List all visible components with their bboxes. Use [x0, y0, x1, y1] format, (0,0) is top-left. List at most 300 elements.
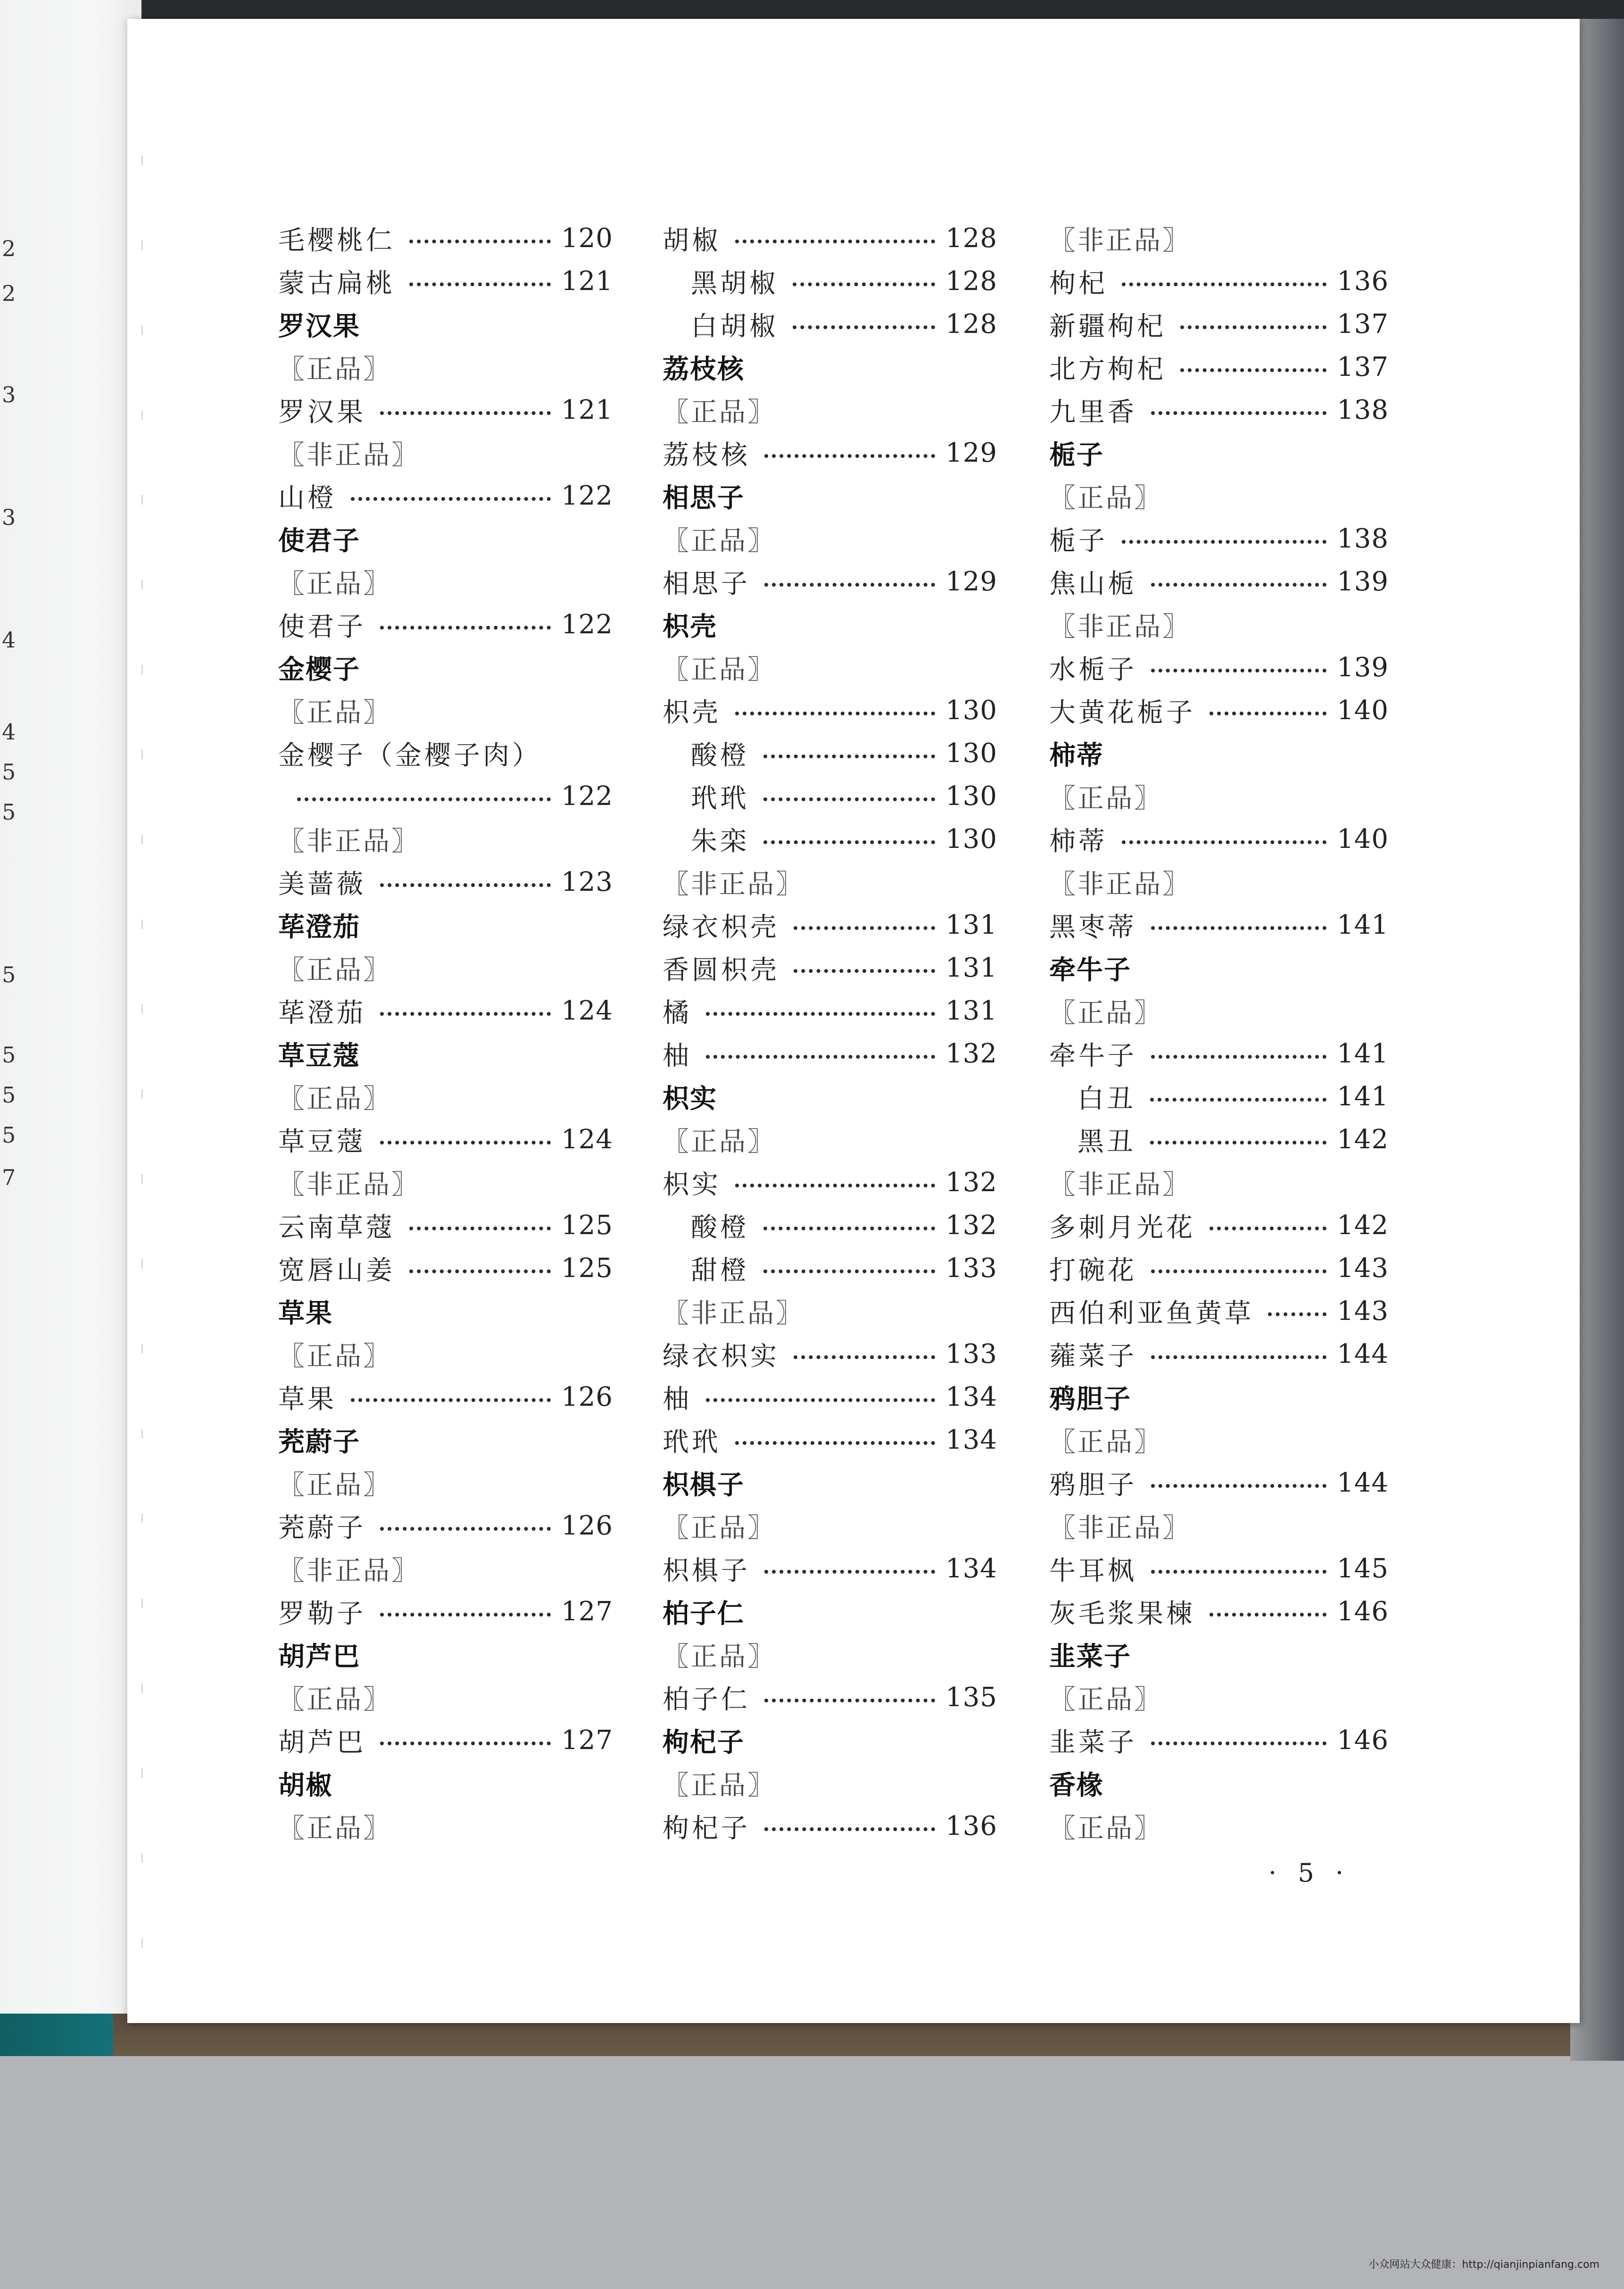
- dot-leader: [763, 1227, 935, 1230]
- toc-entry: [1049, 1247, 1389, 1290]
- toc-section-heading: [1049, 431, 1389, 474]
- dot-leader: [1150, 1141, 1326, 1144]
- toc-entry-name: 荜澄茄: [278, 997, 366, 1028]
- toc-category-tag: [1049, 603, 1389, 646]
- toc-entry-name: 柿蒂: [1049, 826, 1108, 857]
- toc-page-number: 129: [945, 566, 997, 597]
- toc-entry-name: 云南草蔻: [278, 1212, 395, 1243]
- margin-digit: 7: [2, 1165, 16, 1190]
- toc-entry-name: 橘: [663, 997, 692, 1028]
- dot-leader: [1151, 1355, 1326, 1359]
- toc-entry-name: 甜橙: [691, 1255, 749, 1286]
- dot-leader: [764, 1827, 935, 1831]
- toc-entry: [278, 217, 613, 260]
- toc-entry-name: 焦山栀: [1049, 568, 1137, 599]
- toc-category-tag: [663, 1290, 997, 1333]
- toc-entry: [1049, 1547, 1389, 1590]
- toc-entry-name: 玳玳: [663, 1426, 721, 1458]
- dot-leader: [1210, 1227, 1326, 1230]
- toc-entry-name: 酸橙: [691, 740, 749, 771]
- toc-section-heading: [663, 1719, 997, 1762]
- toc-section-heading: [1049, 1376, 1389, 1418]
- toc-entry: [278, 1590, 613, 1633]
- toc-entry: [1049, 260, 1389, 303]
- dot-leader: [1151, 1570, 1326, 1574]
- toc-entry-name: 西伯利亚鱼黄草: [1049, 1298, 1254, 1329]
- toc-entry-name: 〖正品〗: [278, 1083, 391, 1114]
- toc-entry: [278, 989, 613, 1032]
- toc-page-number: 142: [1337, 1210, 1389, 1241]
- toc-entry-name: 〖非正品〗: [1049, 1169, 1191, 1200]
- toc-entry-name: 茺蔚子: [278, 1426, 360, 1458]
- toc-entry: [1049, 303, 1389, 346]
- toc-entry-name: 〖非正品〗: [278, 826, 420, 857]
- toc-entry-name: 〖正品〗: [278, 354, 391, 385]
- toc-entry: [663, 1247, 997, 1290]
- dot-leader: [706, 1055, 935, 1059]
- toc-entry: [278, 603, 613, 646]
- dot-leader: [706, 1398, 935, 1402]
- toc-page-number: 131: [945, 995, 997, 1026]
- toc-section-heading: [278, 1762, 613, 1805]
- toc-entry: [278, 1719, 613, 1762]
- toc-entry-name: 枸杞: [1049, 268, 1108, 299]
- toc-entry: [278, 474, 613, 517]
- dot-leader: [763, 755, 935, 758]
- toc-page-number: 122: [561, 481, 613, 511]
- dot-leader: [380, 883, 551, 887]
- dot-leader: [1151, 411, 1326, 415]
- toc-category-tag: [663, 1118, 997, 1161]
- dot-leader: [380, 1012, 551, 1016]
- toc-entry: [663, 1161, 997, 1204]
- toc-entry-name: 白丑: [1077, 1083, 1136, 1114]
- toc-page-number: 128: [945, 309, 997, 340]
- left-page-edge: [0, 0, 141, 2056]
- margin-digit: 4: [2, 627, 16, 653]
- toc-entry-name: 灰毛浆果楝: [1049, 1598, 1195, 1629]
- toc-entry-name: 〖正品〗: [278, 954, 391, 986]
- toc-entry-name: 〖正品〗: [278, 1813, 391, 1844]
- toc-entry-name: 〖正品〗: [1049, 1813, 1162, 1844]
- toc-entry-name: 绿衣枳壳: [663, 912, 779, 943]
- toc-page-number: 145: [1337, 1553, 1389, 1584]
- toc-entry: [663, 260, 997, 303]
- toc-page-number: 135: [945, 1682, 997, 1713]
- toc-section-heading: [278, 904, 613, 946]
- toc-section-heading: [1049, 946, 1389, 989]
- toc-entry-name: 〖非正品〗: [278, 1169, 420, 1200]
- toc-entry: [1049, 1290, 1389, 1333]
- toc-entry-name: 蕹菜子: [1049, 1341, 1137, 1372]
- toc-entry-name: 〖非正品〗: [1049, 1512, 1191, 1543]
- toc-page-number: 133: [945, 1339, 997, 1369]
- toc-category-tag: [663, 389, 997, 431]
- toc-entry-name: 胡椒: [663, 225, 721, 256]
- toc-entry-name: 枳壳: [663, 697, 721, 728]
- toc-category-tag: [278, 946, 613, 989]
- toc-column-1: [278, 217, 613, 1848]
- toc-entry-name: 〖非正品〗: [1049, 225, 1191, 256]
- toc-entry-name: 草豆蔻: [278, 1040, 360, 1071]
- toc-entry-name: 相思子: [663, 482, 745, 514]
- dot-leader: [1151, 1742, 1326, 1745]
- toc-entry-name: 黑胡椒: [691, 268, 779, 299]
- toc-entry-name: 茺蔚子: [278, 1512, 366, 1543]
- toc-entry-name: 水栀子: [1049, 654, 1137, 685]
- toc-section-heading: [663, 603, 997, 646]
- dot-leader: [297, 797, 551, 801]
- toc-section-heading: [278, 1633, 613, 1676]
- toc-category-tag: [278, 1333, 613, 1376]
- toc-entry: [1049, 818, 1389, 861]
- toc-entry: [278, 260, 613, 303]
- toc-entry-name: 罗勒子: [278, 1598, 366, 1629]
- toc-entry-name: 〖正品〗: [278, 568, 391, 599]
- toc-entry-name: 枳实: [663, 1083, 717, 1114]
- toc-entry-name: 北方枸杞: [1049, 354, 1166, 385]
- toc-page-number: 137: [1337, 309, 1389, 340]
- toc-page-number: 130: [945, 781, 997, 812]
- toc-page-number: 138: [1337, 523, 1389, 554]
- toc-category-tag: [278, 818, 613, 861]
- dot-leader: [706, 1012, 935, 1016]
- toc-entry: [1049, 560, 1389, 603]
- toc-entry-name: 罗汉果: [278, 311, 360, 342]
- dot-leader: [1122, 540, 1326, 544]
- toc-entry-name: 相思子: [663, 568, 750, 599]
- toc-page-number: 131: [945, 953, 997, 983]
- toc-page-number: 138: [1337, 395, 1389, 425]
- toc-entry: [663, 989, 997, 1032]
- toc-entry-name: 大黄花栀子: [1049, 697, 1195, 728]
- toc-entry-name: 草豆蔻: [278, 1126, 366, 1157]
- toc-page-number: 146: [1337, 1725, 1389, 1756]
- toc-page-number: 143: [1337, 1253, 1389, 1284]
- toc-page-number: 134: [945, 1382, 997, 1412]
- toc-category-tag: [278, 1676, 613, 1719]
- toc-page-number: 123: [561, 867, 613, 897]
- toc-entry: [1049, 1333, 1389, 1376]
- toc-page-number: 142: [1337, 1124, 1389, 1155]
- dot-leader: [794, 926, 935, 930]
- toc-page-number: 125: [561, 1253, 613, 1284]
- toc-category-tag: [278, 1075, 613, 1118]
- toc-entry-name: 九里香: [1049, 397, 1137, 428]
- toc-entry: [1049, 1118, 1389, 1161]
- toc-entry-name: 〖非正品〗: [278, 1555, 420, 1586]
- toc-entry: [278, 732, 613, 775]
- toc-page-number: 136: [945, 1811, 997, 1841]
- toc-entry-name: 〖非正品〗: [663, 1298, 804, 1329]
- toc-entry-name: 香椽: [1049, 1770, 1104, 1801]
- toc-page-number: 144: [1337, 1339, 1389, 1369]
- dot-leader: [1151, 1269, 1326, 1273]
- toc-entry: [663, 818, 997, 861]
- toc-page-number: 121: [561, 395, 613, 425]
- toc-entry-name: 荔枝核: [663, 440, 750, 471]
- toc-section-heading: [1049, 1633, 1389, 1676]
- toc-entry-name: 宽唇山姜: [278, 1255, 395, 1286]
- dot-leader: [1122, 282, 1326, 286]
- dot-leader: [793, 325, 935, 329]
- toc-entry-name: 美蔷薇: [278, 869, 366, 900]
- dot-leader: [764, 583, 935, 587]
- toc-entry: [1049, 346, 1389, 389]
- margin-digit: 3: [2, 382, 16, 407]
- toc-entry-name: 韭菜子: [1049, 1727, 1137, 1758]
- toc-entry-name: 白胡椒: [691, 311, 779, 342]
- toc-page-number: 137: [1337, 352, 1389, 382]
- dot-leader: [380, 1742, 551, 1745]
- toc-category-tag: [663, 861, 997, 904]
- toc-entry: [278, 1504, 613, 1547]
- toc-column-3: [1049, 217, 1389, 1848]
- toc-entry: [1049, 689, 1389, 732]
- toc-section-heading: [278, 646, 613, 689]
- toc-page-number: 140: [1337, 824, 1389, 854]
- toc-entry-name: 黑丑: [1077, 1126, 1136, 1157]
- toc-entry-name: 罗汉果: [278, 397, 366, 428]
- toc-page-number: 128: [945, 223, 997, 254]
- toc-entry-name: 酸橙: [691, 1212, 749, 1243]
- toc-entry-name: 柏子仁: [663, 1598, 745, 1629]
- toc-page-number: 134: [945, 1553, 997, 1584]
- toc-entry: [663, 946, 997, 989]
- toc-entry: [278, 389, 613, 431]
- toc-entry-name: 使君子: [278, 611, 366, 642]
- toc-category-tag: [278, 1805, 613, 1848]
- margin-digit: 5: [2, 1122, 16, 1148]
- toc-page-number: 141: [1337, 1081, 1389, 1112]
- toc-page-number: 141: [1337, 910, 1389, 940]
- dot-leader: [1151, 669, 1326, 672]
- toc-entry: [278, 1204, 613, 1247]
- dot-leader: [764, 454, 935, 458]
- dot-leader: [735, 1184, 935, 1187]
- margin-digit: 2: [2, 236, 16, 261]
- toc-section-heading: [278, 1032, 613, 1075]
- toc-entry-name: 牵牛子: [1049, 954, 1131, 986]
- toc-entry-name: 柏子仁: [663, 1684, 750, 1715]
- toc-page-number: 140: [1337, 695, 1389, 726]
- toc-entry-name: 香圆枳壳: [663, 954, 779, 986]
- toc-entry-name: 金樱子: [278, 654, 360, 685]
- toc-entry-name: 柿蒂: [1049, 740, 1104, 771]
- toc-entry: [663, 904, 997, 946]
- page-number: · 5 ·: [1268, 1858, 1351, 1888]
- toc-category-tag: [663, 1504, 997, 1547]
- dot-leader: [735, 712, 935, 715]
- toc-entry-name: 枳实: [663, 1169, 721, 1200]
- dot-leader: [1210, 712, 1326, 715]
- toc-entry: [1049, 904, 1389, 946]
- toc-page-number: 139: [1337, 652, 1389, 683]
- website-watermark: 小众网站大众健康：http://qianjinpianfang.com: [1368, 2259, 1599, 2271]
- dot-leader: [380, 1613, 551, 1617]
- toc-entry-name: 枸杞子: [663, 1813, 750, 1844]
- dot-leader: [794, 969, 935, 973]
- toc-entry-name: 柚: [663, 1040, 692, 1071]
- dot-leader: [1151, 926, 1326, 930]
- toc-entry-name: 鸦胆子: [1049, 1384, 1131, 1415]
- binding-stitches: [141, 156, 143, 1948]
- dot-leader: [1180, 368, 1326, 372]
- dot-leader: [409, 282, 551, 286]
- toc-entry-name: 〖正品〗: [1049, 783, 1162, 814]
- toc-entry-name: 鸦胆子: [1049, 1469, 1137, 1501]
- toc-entry-name: 〖非正品〗: [1049, 869, 1191, 900]
- toc-page-number: 131: [945, 910, 997, 940]
- toc-section-heading: [663, 1590, 997, 1633]
- toc-category-tag: [278, 560, 613, 603]
- toc-page-number: 143: [1337, 1296, 1389, 1327]
- dot-leader: [735, 1441, 935, 1445]
- toc-entry-name: 〖正品〗: [278, 1469, 391, 1501]
- toc-page-number: 124: [561, 995, 613, 1026]
- toc-page-number: 136: [1337, 266, 1389, 297]
- toc-page-number: 128: [945, 266, 997, 297]
- toc-entry: [663, 1032, 997, 1075]
- toc-entry-name: 〖正品〗: [1049, 482, 1162, 514]
- toc-page-number: 132: [945, 1210, 997, 1241]
- dot-leader: [1150, 1098, 1326, 1102]
- toc-entry-name: 枳壳: [663, 611, 717, 642]
- toc-page-number: 126: [561, 1382, 613, 1412]
- dot-leader: [1151, 583, 1326, 587]
- toc-page-number: 127: [561, 1725, 613, 1756]
- toc-entry: [1049, 1204, 1389, 1247]
- toc-entry-name: 〖正品〗: [663, 1512, 776, 1543]
- toc-entry-name: 栀子: [1049, 525, 1108, 556]
- dot-leader: [380, 626, 551, 630]
- toc-entry-name: 黑枣蒂: [1049, 912, 1137, 943]
- toc-entry-name: 〖正品〗: [1049, 1684, 1162, 1715]
- toc-entry: [663, 1418, 997, 1461]
- toc-entry-name: 〖正品〗: [278, 1684, 391, 1715]
- toc-section-heading: [278, 1418, 613, 1461]
- toc-entry: [1049, 1075, 1389, 1118]
- toc-entry-name: 山橙: [278, 482, 337, 514]
- toc-entry: [663, 431, 997, 474]
- toc-entry-name: 〖正品〗: [278, 1341, 391, 1372]
- toc-entry-name: 枳椇子: [663, 1555, 750, 1586]
- toc-category-tag: [278, 1547, 613, 1590]
- toc-category-tag: [1049, 1805, 1389, 1848]
- dot-leader: [763, 840, 935, 844]
- toc-column-2: [663, 217, 997, 1848]
- toc-entry: [663, 1805, 997, 1848]
- toc-entry-name: 使君子: [278, 525, 360, 556]
- toc-category-tag: [663, 1762, 997, 1805]
- toc-entry-name: 栀子: [1049, 440, 1104, 471]
- toc-page-number: 141: [1337, 1038, 1389, 1069]
- toc-section-heading: [1049, 732, 1389, 775]
- toc-entry: [663, 775, 997, 818]
- toc-entry-name: 荜澄茄: [278, 912, 360, 943]
- toc-entry-name: 胡椒: [278, 1770, 333, 1801]
- toc-section-heading: [1049, 1762, 1389, 1805]
- toc-entry-name: 〖正品〗: [663, 1126, 776, 1157]
- toc-entry: [278, 1118, 613, 1161]
- toc-entry-name: 牛耳枫: [1049, 1555, 1137, 1586]
- toc-entry-name: 绿衣枳实: [663, 1341, 779, 1372]
- dot-leader: [764, 1699, 935, 1702]
- toc-category-tag: [1049, 989, 1389, 1032]
- dot-leader: [380, 1141, 551, 1144]
- toc-entry-name: 〖非正品〗: [663, 869, 804, 900]
- margin-digit: 3: [2, 505, 16, 530]
- toc-entry-name: 〖正品〗: [663, 1641, 776, 1672]
- toc-entry: [278, 775, 613, 818]
- toc-entry-name: 〖正品〗: [1049, 997, 1162, 1028]
- toc-entry: [663, 303, 997, 346]
- toc-category-tag: [1049, 861, 1389, 904]
- toc-page-number: 133: [945, 1253, 997, 1284]
- toc-entry-name: 牵牛子: [1049, 1040, 1137, 1071]
- toc-section-heading: [278, 303, 613, 346]
- toc-entry-name: 〖正品〗: [663, 397, 776, 428]
- toc-entry-name: 草果: [278, 1384, 337, 1415]
- dot-leader: [351, 1398, 551, 1402]
- toc-entry-name: 荔枝核: [663, 354, 745, 385]
- margin-digit: 4: [2, 719, 16, 745]
- toc-category-tag: [278, 1161, 613, 1204]
- toc-entry: [278, 861, 613, 904]
- margin-digit: 2: [2, 281, 16, 306]
- margin-digit: 5: [2, 1082, 16, 1108]
- toc-entry-name: 〖非正品〗: [1049, 611, 1191, 642]
- toc-section-heading: [663, 1461, 997, 1504]
- toc-entry-name: 〖非正品〗: [278, 440, 420, 471]
- toc-entry: [663, 689, 997, 732]
- toc-entry: [278, 1247, 613, 1290]
- toc-page-number: 120: [561, 223, 613, 254]
- toc-page-number: 125: [561, 1210, 613, 1241]
- dot-leader: [1180, 325, 1326, 329]
- toc-page-number: 146: [1337, 1596, 1389, 1627]
- toc-entry: [663, 1676, 997, 1719]
- toc-entry-name: 枳椇子: [663, 1469, 745, 1501]
- dot-leader: [793, 282, 935, 286]
- toc-entry-name: 新疆枸杞: [1049, 311, 1166, 342]
- toc-entry: [663, 1547, 997, 1590]
- toc-page-number: 127: [561, 1596, 613, 1627]
- dot-leader: [1122, 840, 1326, 844]
- toc-page-number: 122: [561, 781, 613, 812]
- toc-category-tag: [1049, 1161, 1389, 1204]
- toc-entry-name: 草果: [278, 1298, 333, 1329]
- dot-leader: [351, 497, 551, 501]
- toc-entry: [1049, 646, 1389, 689]
- dot-leader: [380, 1527, 551, 1531]
- dot-leader: [1210, 1613, 1326, 1617]
- toc-entry: [278, 1376, 613, 1418]
- toc-category-tag: [663, 1633, 997, 1676]
- toc-entry: [663, 1333, 997, 1376]
- toc-entry-name: 〖正品〗: [278, 697, 391, 728]
- toc-entry-name: 〖正品〗: [663, 654, 776, 685]
- toc-page-number: 134: [945, 1425, 997, 1455]
- toc-category-tag: [1049, 217, 1389, 260]
- dot-leader: [409, 1269, 551, 1273]
- toc-entry-name: 胡芦巴: [278, 1641, 360, 1672]
- toc-entry-name: 玳玳: [691, 783, 749, 814]
- toc-section-heading: [663, 474, 997, 517]
- toc-category-tag: [663, 517, 997, 560]
- toc-entry-name: 金樱子（金樱子肉）: [278, 740, 541, 771]
- toc-section-heading: [278, 1290, 613, 1333]
